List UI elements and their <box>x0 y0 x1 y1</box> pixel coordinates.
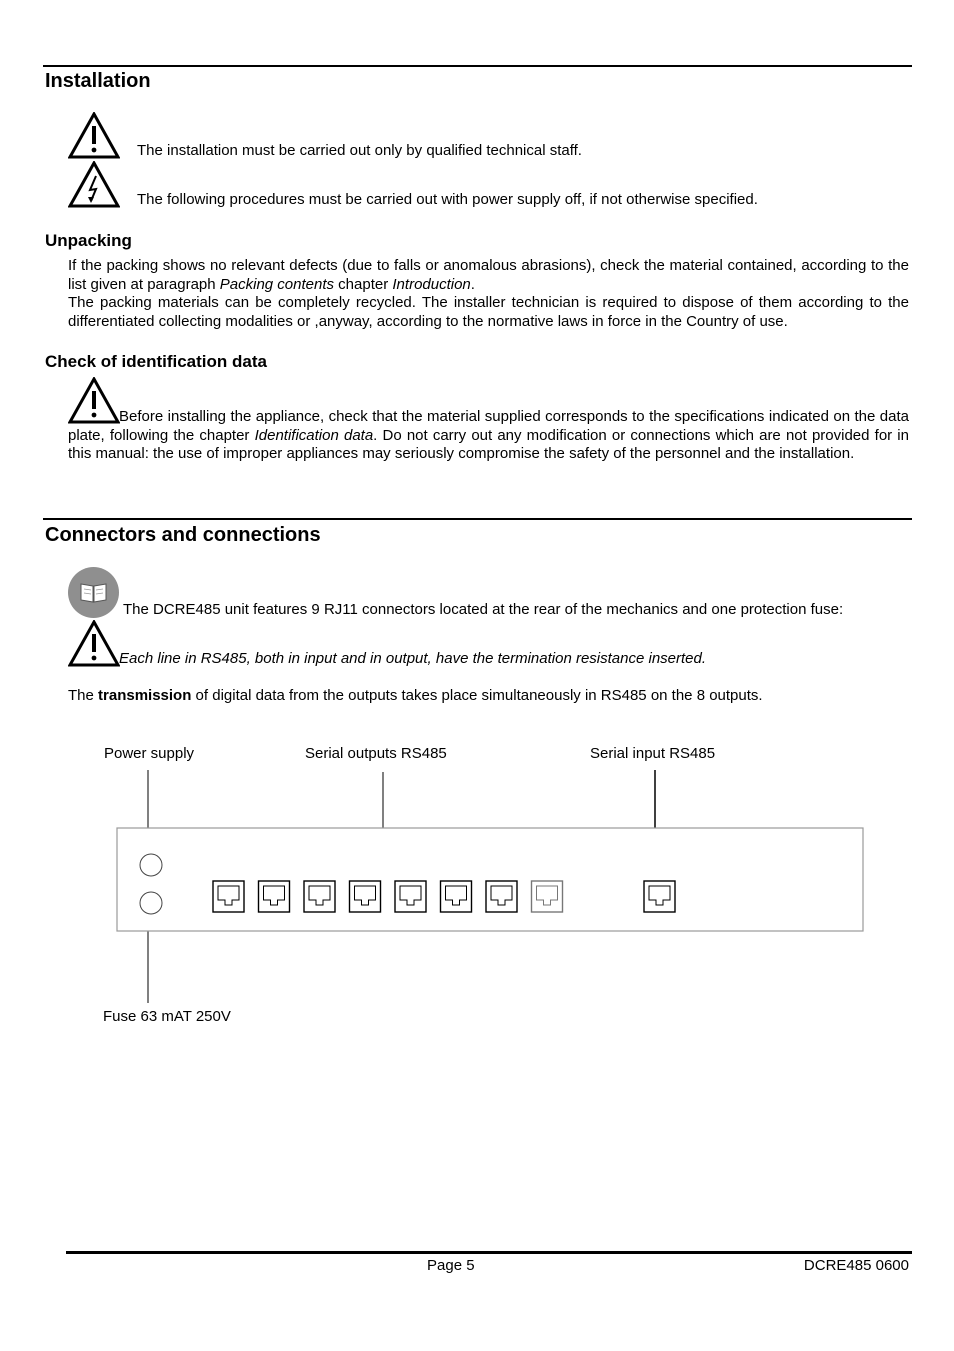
rj11-output-port <box>532 881 563 912</box>
rear-panel <box>117 828 863 931</box>
rj11-output-port <box>395 881 426 912</box>
power-supply-socket <box>140 854 162 876</box>
label-serial-outputs: Serial outputs RS485 <box>305 745 447 762</box>
unpacking-title: Unpacking <box>45 231 132 250</box>
transmission-text: The transmission of digital data from the outputs takes place simultaneously in RS485 on the 8 outputs. <box>68 687 763 704</box>
label-power-supply: Power supply <box>104 745 195 762</box>
connectors-intro-text: The DCRE485 unit features 9 RJ11 connectors located at the rear of the mechanics and one protection fuse: <box>123 601 844 618</box>
document-code: DCRE485 0600 <box>803 1257 909 1274</box>
page-number: Page 5 <box>427 1257 475 1274</box>
termination-note: Each line in RS485, both in input and in output, have the termination resistance inserted. <box>119 650 707 667</box>
check-id-title: Check of identification data <box>45 352 267 371</box>
installation-power-text: The following procedures must be carried out with power supply off, if not otherwise specified. <box>137 191 758 208</box>
rj11-output-port <box>304 881 335 912</box>
rj11-output-port <box>259 881 290 912</box>
fuse-holder <box>140 892 162 914</box>
rj11-output-port <box>350 881 381 912</box>
check-id-paragraph: Before installing the appliance, check that the material supplied corresponds to the specifications indicated on the data plate, following the chapter Identification data. Do not carry out any modification or connections which are not provided for in this manual: the use of improper appliances may seriously compromise the safety of the personnel and the installation. <box>68 408 909 462</box>
unpacking-paragraph-1: If the packing shows no relevant defects (due to falls or anomalous abrasions), check the material contained, according to the list given at paragraph Packing contents chapter Introduction. <box>68 257 909 293</box>
rj11-input-port <box>644 881 675 912</box>
label-serial-input: Serial input RS485 <box>590 745 716 762</box>
rj11-output-port <box>486 881 517 912</box>
connectors-title: Connectors and connections <box>45 524 321 546</box>
unpacking-paragraph-2: The packing materials can be completely recycled. The installer technician is required to dispose of them according to the differentiated collecting modalities or ,anyway, according to the normative laws in force in the Country of use. <box>68 294 909 330</box>
installation-warning-text: The installation must be carried out only by qualified technical staff. <box>137 142 582 159</box>
rj11-output-port <box>441 881 472 912</box>
label-fuse: Fuse 63 mAT 250V <box>103 1008 231 1025</box>
installation-title: Installation <box>45 70 151 92</box>
footer-rule <box>66 1251 912 1254</box>
rj11-output-port <box>213 881 244 912</box>
